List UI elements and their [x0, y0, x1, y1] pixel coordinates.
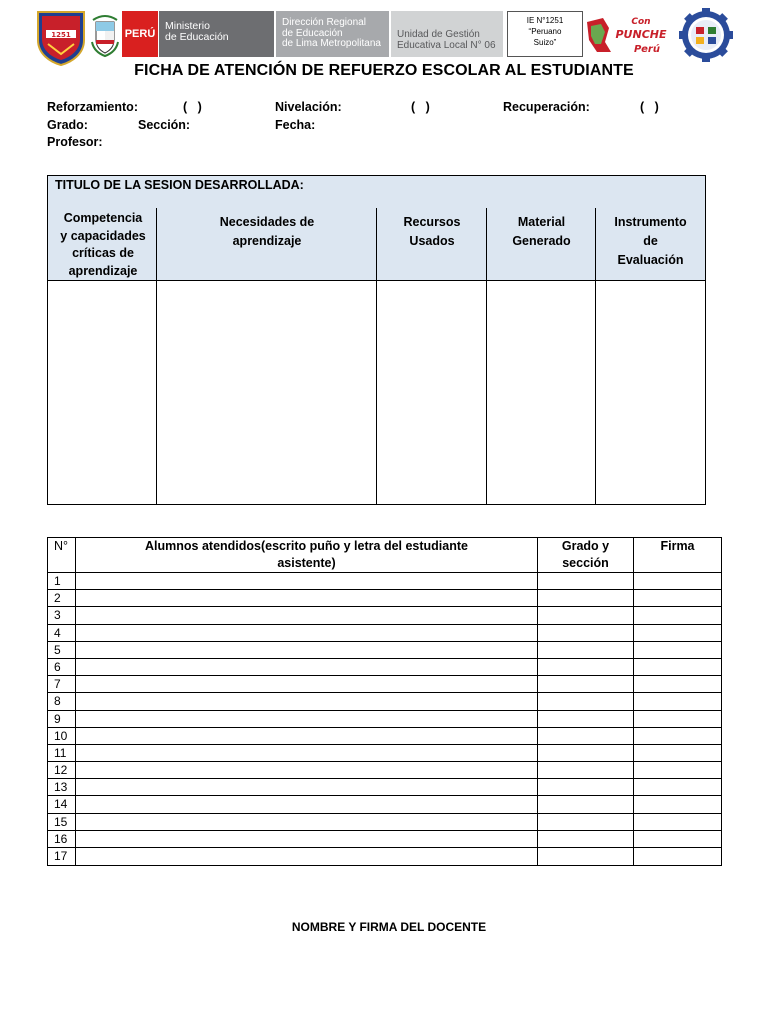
attendance-row: [48, 728, 721, 745]
header-students: Alumnos atendidos(escrito puño y letra del estudiante asistente): [145, 539, 468, 570]
drelm-logo: Dirección Regional de Educación de Lima Metropolitana: [276, 11, 389, 57]
attendance-row: [48, 848, 721, 865]
attendance-table: [47, 537, 722, 866]
session-title-label: TITULO DE LA SESION DESARROLLADA:: [55, 178, 304, 192]
profesor-label: Profesor:: [47, 135, 103, 149]
col-recursos: Recursos Usados: [403, 215, 461, 248]
ugel-logo: Unidad de Gestión Educativa Local N° 06: [391, 11, 503, 57]
signature-cell[interactable]: [634, 814, 721, 830]
grade-section-cell[interactable]: [538, 745, 633, 761]
material-cell[interactable]: [487, 281, 595, 504]
grado-label: Grado:: [47, 118, 88, 132]
attendance-row: [48, 573, 721, 590]
signature-cell[interactable]: [634, 745, 721, 761]
row-number: 12: [54, 763, 68, 778]
attendance-table-body: [48, 573, 721, 865]
signature-cell[interactable]: [634, 796, 721, 812]
row-number: 11: [54, 745, 67, 760]
student-name-cell[interactable]: [76, 659, 537, 675]
grade-section-cell[interactable]: [538, 625, 633, 641]
attendance-row: [48, 693, 721, 710]
grade-section-cell[interactable]: [538, 728, 633, 744]
signature-cell[interactable]: [634, 779, 721, 795]
student-name-cell[interactable]: [76, 831, 537, 847]
attendance-row: [48, 831, 721, 848]
minedu-logo: [122, 11, 274, 57]
competencia-cell[interactable]: [48, 281, 156, 504]
student-name-cell[interactable]: [76, 693, 537, 709]
row-number: 2: [54, 591, 61, 606]
student-name-cell[interactable]: [76, 607, 537, 623]
signature-cell[interactable]: [634, 642, 721, 658]
signature-cell[interactable]: [634, 573, 721, 589]
signature-cell[interactable]: [634, 848, 721, 865]
instrumento-cell[interactable]: [596, 281, 705, 504]
signature-cell[interactable]: [634, 831, 721, 847]
recuperacion-label: Recuperación:: [503, 100, 590, 114]
row-number: 3: [54, 608, 61, 623]
gear-emblem-logo: [676, 8, 736, 62]
grade-section-cell[interactable]: [538, 762, 633, 778]
document-header: [0, 0, 768, 66]
row-number: 9: [54, 711, 61, 726]
svg-text:Perú: Perú: [634, 44, 660, 55]
grade-section-cell[interactable]: [538, 814, 633, 830]
grade-section-cell[interactable]: [538, 693, 633, 709]
attendance-row: [48, 625, 721, 642]
attendance-row: [48, 796, 721, 813]
signature-cell[interactable]: [634, 625, 721, 641]
attendance-table-header: [48, 538, 721, 573]
con-punche-peru-logo: [585, 12, 677, 58]
seccion-label: Sección:: [138, 118, 191, 132]
recuperacion-checkbox[interactable]: ( ): [640, 100, 659, 114]
header-signature: Firma: [660, 539, 695, 553]
row-number: 6: [54, 659, 61, 674]
student-name-cell[interactable]: [76, 745, 537, 761]
student-name-cell[interactable]: [76, 848, 537, 865]
signature-cell[interactable]: [634, 676, 721, 692]
attendance-row: [48, 607, 721, 624]
student-name-cell[interactable]: [76, 779, 537, 795]
svg-text:Con: Con: [631, 17, 651, 27]
svg-text:PUNCHE: PUNCHE: [615, 28, 667, 41]
signature-cell[interactable]: [634, 728, 721, 744]
col-instrumento: Instrumento de Evaluación: [614, 215, 687, 267]
grade-section-cell[interactable]: [538, 573, 633, 589]
peru-brand: PERÚ: [122, 11, 158, 57]
minedu-name: Ministerio de Educación: [158, 11, 274, 57]
header-number: N°: [54, 539, 69, 553]
student-name-cell[interactable]: [76, 728, 537, 744]
student-name-cell[interactable]: [76, 814, 537, 830]
row-number: 15: [54, 814, 68, 829]
document-title: FICHA DE ATENCIÓN DE REFUERZO ESCOLAR AL ESTUDIANTE: [134, 62, 634, 79]
attendance-row: [48, 676, 721, 693]
attendance-row: [48, 642, 721, 659]
attendance-row: [48, 779, 721, 796]
col-necesidades: Necesidades de aprendizaje: [219, 215, 315, 248]
student-name-cell[interactable]: [76, 590, 537, 606]
signature-cell[interactable]: [634, 762, 721, 778]
grade-section-cell[interactable]: [538, 848, 633, 865]
reforzamiento-checkbox[interactable]: ( ): [183, 100, 202, 114]
grade-section-cell[interactable]: [538, 676, 633, 692]
row-number: 8: [54, 694, 61, 709]
signature-cell[interactable]: [634, 711, 721, 727]
session-table: [47, 175, 706, 505]
fecha-label: Fecha:: [275, 118, 316, 132]
row-number: 17: [54, 849, 68, 863]
nivelacion-checkbox[interactable]: ( ): [411, 100, 430, 114]
signature-cell[interactable]: [634, 590, 721, 606]
recursos-cell[interactable]: [377, 281, 486, 504]
grade-section-cell[interactable]: [538, 607, 633, 623]
row-number: 13: [54, 780, 68, 795]
grade-section-cell[interactable]: [538, 659, 633, 675]
reforzamiento-label: Reforzamiento:: [47, 100, 138, 114]
student-name-cell[interactable]: [76, 711, 537, 727]
student-name-cell[interactable]: [76, 676, 537, 692]
attendance-row: [48, 590, 721, 607]
row-number: 14: [54, 797, 68, 812]
student-name-cell[interactable]: [76, 573, 537, 589]
signature-cell[interactable]: [634, 693, 721, 709]
svg-text:1251: 1251: [51, 31, 71, 39]
row-number: 1: [54, 574, 61, 588]
row-number: 16: [54, 831, 68, 846]
signature-cell[interactable]: [634, 659, 721, 675]
grade-section-cell[interactable]: [538, 796, 633, 812]
row-number: 4: [54, 625, 61, 640]
grade-section-cell[interactable]: [538, 831, 633, 847]
teacher-signature-label: NOMBRE Y FIRMA DEL DOCENTE: [291, 920, 487, 934]
row-number: 10: [54, 728, 68, 743]
signature-cell[interactable]: [634, 607, 721, 623]
school-name-box: IE N°1251 “Peruano Suizo”: [507, 11, 583, 57]
grade-section-cell[interactable]: [538, 590, 633, 606]
student-name-cell[interactable]: [76, 625, 537, 641]
header-grade-section: Grado y sección: [561, 539, 610, 570]
attendance-row: [48, 659, 721, 676]
grade-section-cell[interactable]: [538, 711, 633, 727]
necesidades-cell[interactable]: [157, 281, 376, 504]
peru-national-seal: [89, 12, 121, 58]
grade-section-cell[interactable]: [538, 642, 633, 658]
student-name-cell[interactable]: [76, 762, 537, 778]
col-material: Material Generado: [512, 215, 571, 248]
student-name-cell[interactable]: [76, 642, 537, 658]
attendance-row: [48, 711, 721, 728]
row-number: 5: [54, 642, 61, 657]
school-crest-logo: [36, 10, 86, 66]
attendance-row: [48, 745, 721, 762]
attendance-row: [48, 814, 721, 831]
col-competencia: Competencia y capacidades críticas de aprendizaje: [60, 211, 146, 278]
row-number: 7: [54, 677, 61, 692]
attendance-row: [48, 762, 721, 779]
student-name-cell[interactable]: [76, 796, 537, 812]
nivelacion-label: Nivelación:: [275, 100, 342, 114]
grade-section-cell[interactable]: [538, 779, 633, 795]
